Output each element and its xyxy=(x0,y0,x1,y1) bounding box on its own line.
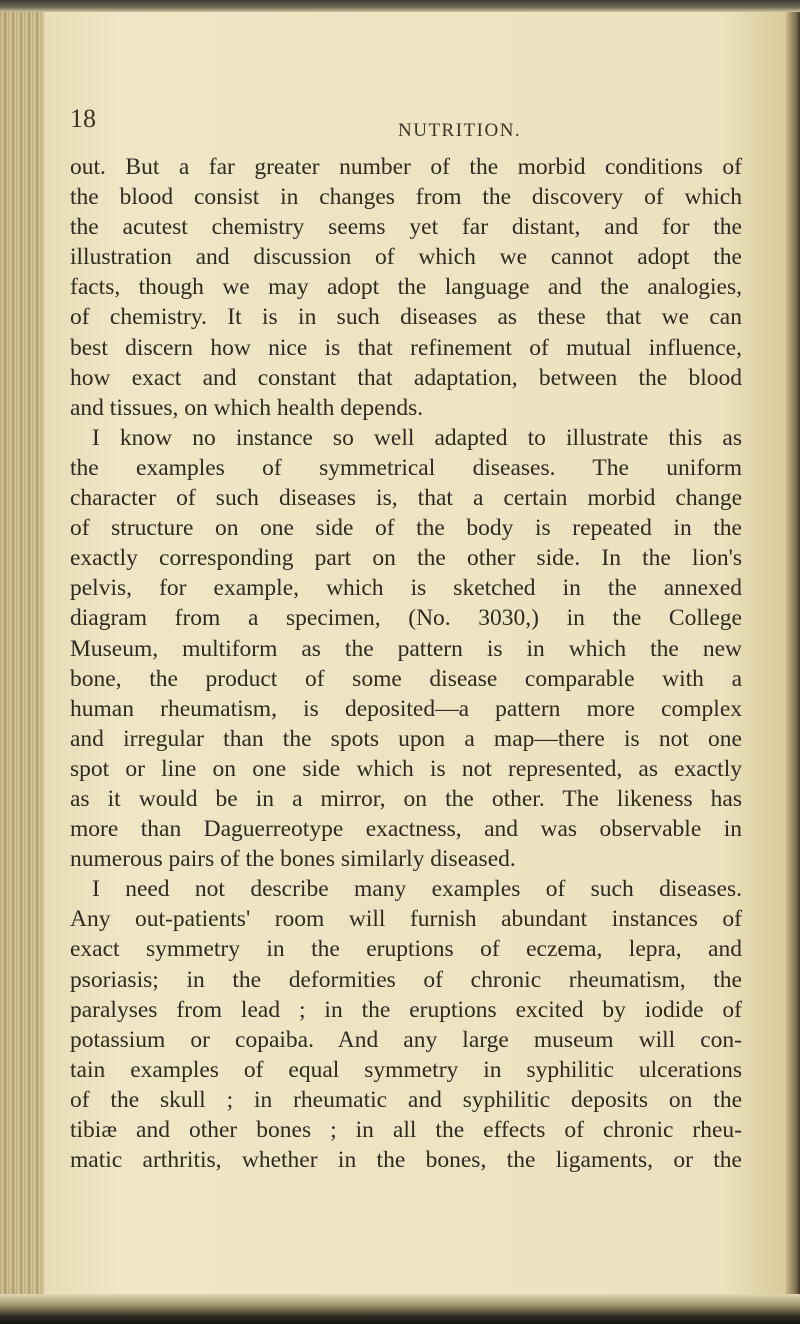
text-line: the examples of symmetrical diseases. The uniform xyxy=(70,454,742,481)
text-line: out. But a far greater number of the morbid conditions of xyxy=(70,154,742,180)
text-line: character of such diseases is, that a certain morbid change xyxy=(70,485,742,512)
text-line: and tissues, on which health depends. xyxy=(70,394,424,421)
page-header xyxy=(70,104,730,144)
body-text xyxy=(70,152,742,1175)
text-line: and irregular than the spots upon a map—there is not one xyxy=(70,725,742,752)
page-top-edge xyxy=(0,0,800,12)
text-line: of the skull ; in rheumatic and syphilitic deposits on the xyxy=(70,1086,742,1113)
text-line: spot or line on one side which is not represented, as exactly xyxy=(70,755,742,782)
page-bottom-edge xyxy=(0,1294,800,1324)
text-line: as it would be in a mirror, on the other. The likeness has xyxy=(70,785,742,812)
text-line: best discern how nice is that refinement of mutual influence, xyxy=(70,334,742,361)
text-line: paralyses from lead ; in the eruptions excited by iodide of xyxy=(70,996,742,1023)
text-line: matic arthritis, whether in the bones, the ligaments, or the xyxy=(70,1147,742,1174)
text-line: pelvis, for example, which is sketched in the annexed xyxy=(70,575,742,602)
text-line: potassium or copaiba. And any large museum will con- xyxy=(70,1026,742,1053)
text-line: of chemistry. It is in such diseases as these that we can xyxy=(70,304,742,331)
text-line: psoriasis; in the deformities of chronic rheumatism, the xyxy=(70,966,742,993)
text-line: exactly corresponding part on the other side. In the lion's xyxy=(70,545,742,572)
text-line: human rheumatism, is deposited—a pattern more complex xyxy=(70,695,742,722)
text-line: of structure on one side of the body is repeated in the xyxy=(70,515,742,542)
text-line: tibiæ and other bones ; in all the effects of chronic rheu- xyxy=(70,1117,742,1143)
text-line: facts, though we may adopt the language and the analogies, xyxy=(70,274,742,301)
page-gutter xyxy=(0,12,44,1294)
text-line: exact symmetry in the eruptions of eczema, lepra, and xyxy=(70,936,742,963)
text-line: the blood consist in changes from the discovery of which xyxy=(70,184,742,211)
text-line: numerous pairs of the bones similarly diseased. xyxy=(70,846,516,873)
text-line: diagram from a specimen, (No. 3030,) in the College xyxy=(70,605,742,632)
page-number: 18 xyxy=(70,104,96,133)
text-line: how exact and constant that adaptation, between the blood xyxy=(70,364,742,391)
text-line: tain examples of equal symmetry in syphilitic ulcerations xyxy=(70,1056,742,1083)
text-line: the acutest chemistry seems yet far distant, and for the xyxy=(70,214,742,241)
text-line: I know no instance so well adapted to illustrate this as xyxy=(92,424,742,451)
text-line: Any out-patients' room will furnish abundant instances of xyxy=(70,906,742,933)
page-right-edge xyxy=(786,12,800,1294)
text-line: bone, the product of some disease comparable with a xyxy=(70,665,742,692)
text-line: I need not describe many examples of such diseases. xyxy=(92,876,742,903)
text-line: more than Daguerreotype exactness, and was observable in xyxy=(70,816,742,843)
text-line: Museum, multiform as the pattern is in which the new xyxy=(70,635,742,662)
text-line: illustration and discussion of which we cannot adopt the xyxy=(70,244,742,271)
running-head: NUTRITION. xyxy=(398,120,522,141)
